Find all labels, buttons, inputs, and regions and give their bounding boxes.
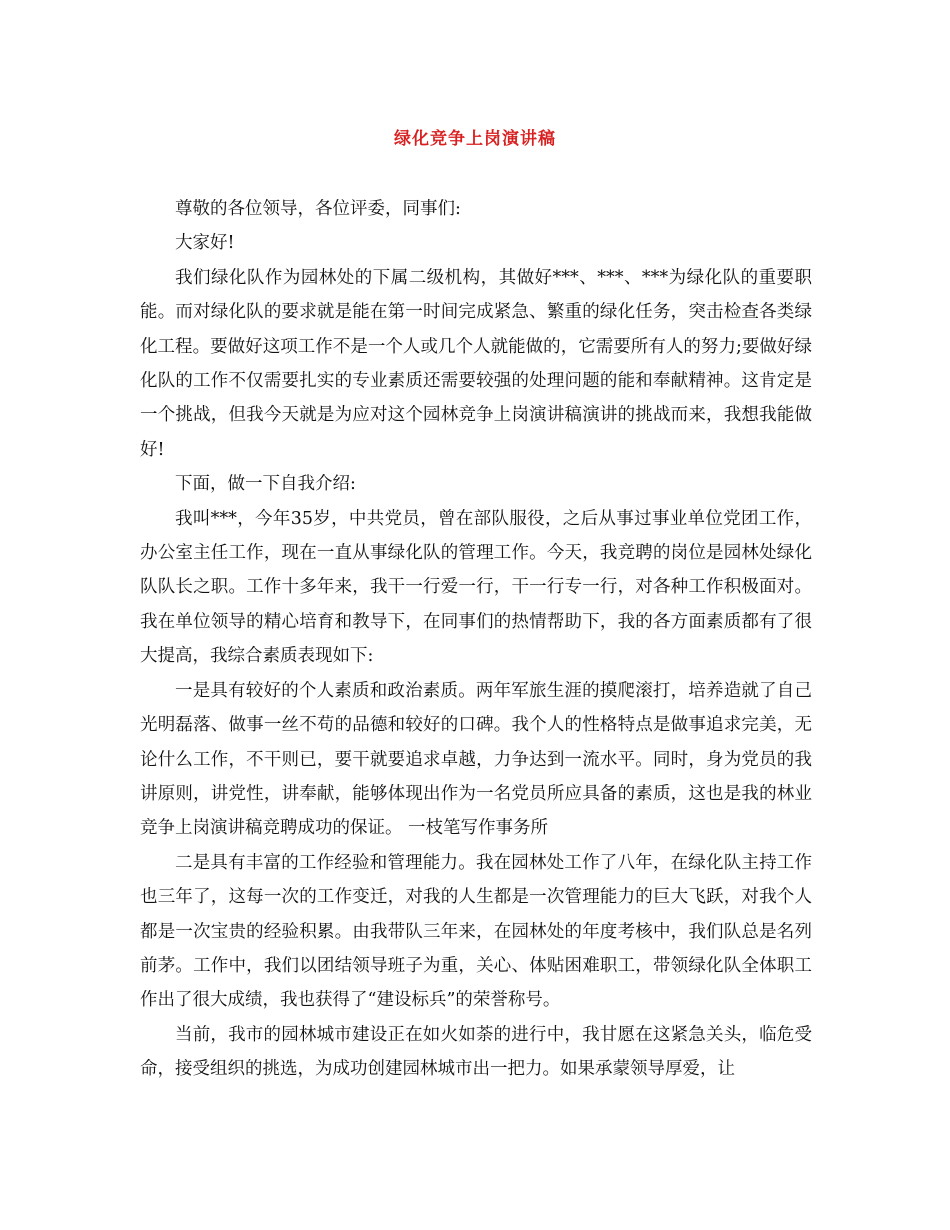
document-title: 绿化竞争上岗演讲稿 (394, 129, 556, 149)
paragraph-current: 当前，我市的园林城市建设正在如火如荼的进行中，我甘愿在这紧急关头，临危受命，接受组织的挑选，为成功创建园林城市出一把力。如果承蒙领导厚爱，让 (140, 1024, 812, 1080)
paragraph-self-intro-heading: 下面，做一下自我介绍: (175, 474, 356, 495)
paragraph-self-intro: 我叫***，今年35岁，中共党员，曾在部队服役，之后从事过事业单位党团工作，办公室主任工作，现在一直从事绿化队的管理工作。今天，我竞聘的岗位是园林处绿化队队长之职。工作十多年来，我干一行爱一行，干一行专一行，对各种工作积极面对。我在单位领导的精心培育和教导下，在同事们的热情帮助下，我的各方面素质都有了很大提高，我综合素质表现如下: (140, 508, 812, 667)
paragraph-intro: 我们绿化队作为园林处的下属二级机构，其做好***、***、***为绿化队的重要职能。而对绿化队的要求就是能在第一时间完成紧急、繁重的绿化任务，突击检查各类绿化工程。要做好这项工作不是一个人或几个人就能做的，它需要所有人的努力;要做好绿化队的工作不仅需要扎实的专业素质还需要较强的处理问题的能和奉献精神。这肯定是一个挑战，但我今天就是为应对这个园林竞争上岗演讲稿演讲的挑战而来，我想我能做好! (140, 267, 812, 460)
document-body (140, 192, 812, 1087)
paragraph-quality-two: 二是具有丰富的工作经验和管理能力。我在园林处工作了八年，在绿化队主持工作也三年了，这每一次的工作变迁，对我的人生都是一次管理能力的巨大飞跃，对我个人都是一次宝贵的经验积累。由我带队三年来，在园林处的年度考核中，我们队总是名列前茅。工作中，我们以团结领导班子为重，关心、体贴困难职工，带领绿化队全体职工作出了很大成绩，我也获得了“建设标兵”的荣誉称号。 (140, 852, 812, 1011)
paragraph-hello: 大家好! (175, 233, 235, 254)
paragraph-quality-one: 一是具有较好的个人素质和政治素质。两年军旅生涯的摸爬滚打，培养造就了自己光明磊落、做事一丝不苟的品德和较好的口碑。我个人的性格特点是做事追求完美，无论什么工作，不干则已，要干就要追求卓越，力争达到一流水平。同时，身为党员的我讲原则，讲党性，讲奉献，能够体现出作为一名党员所应具备的素质，这也是我的林业竞争上岗演讲稿竞聘成功的保证。 一枝笔写作事务所 (140, 680, 812, 839)
paragraph-greeting: 尊敬的各位领导，各位评委，同事们: (175, 199, 461, 219)
